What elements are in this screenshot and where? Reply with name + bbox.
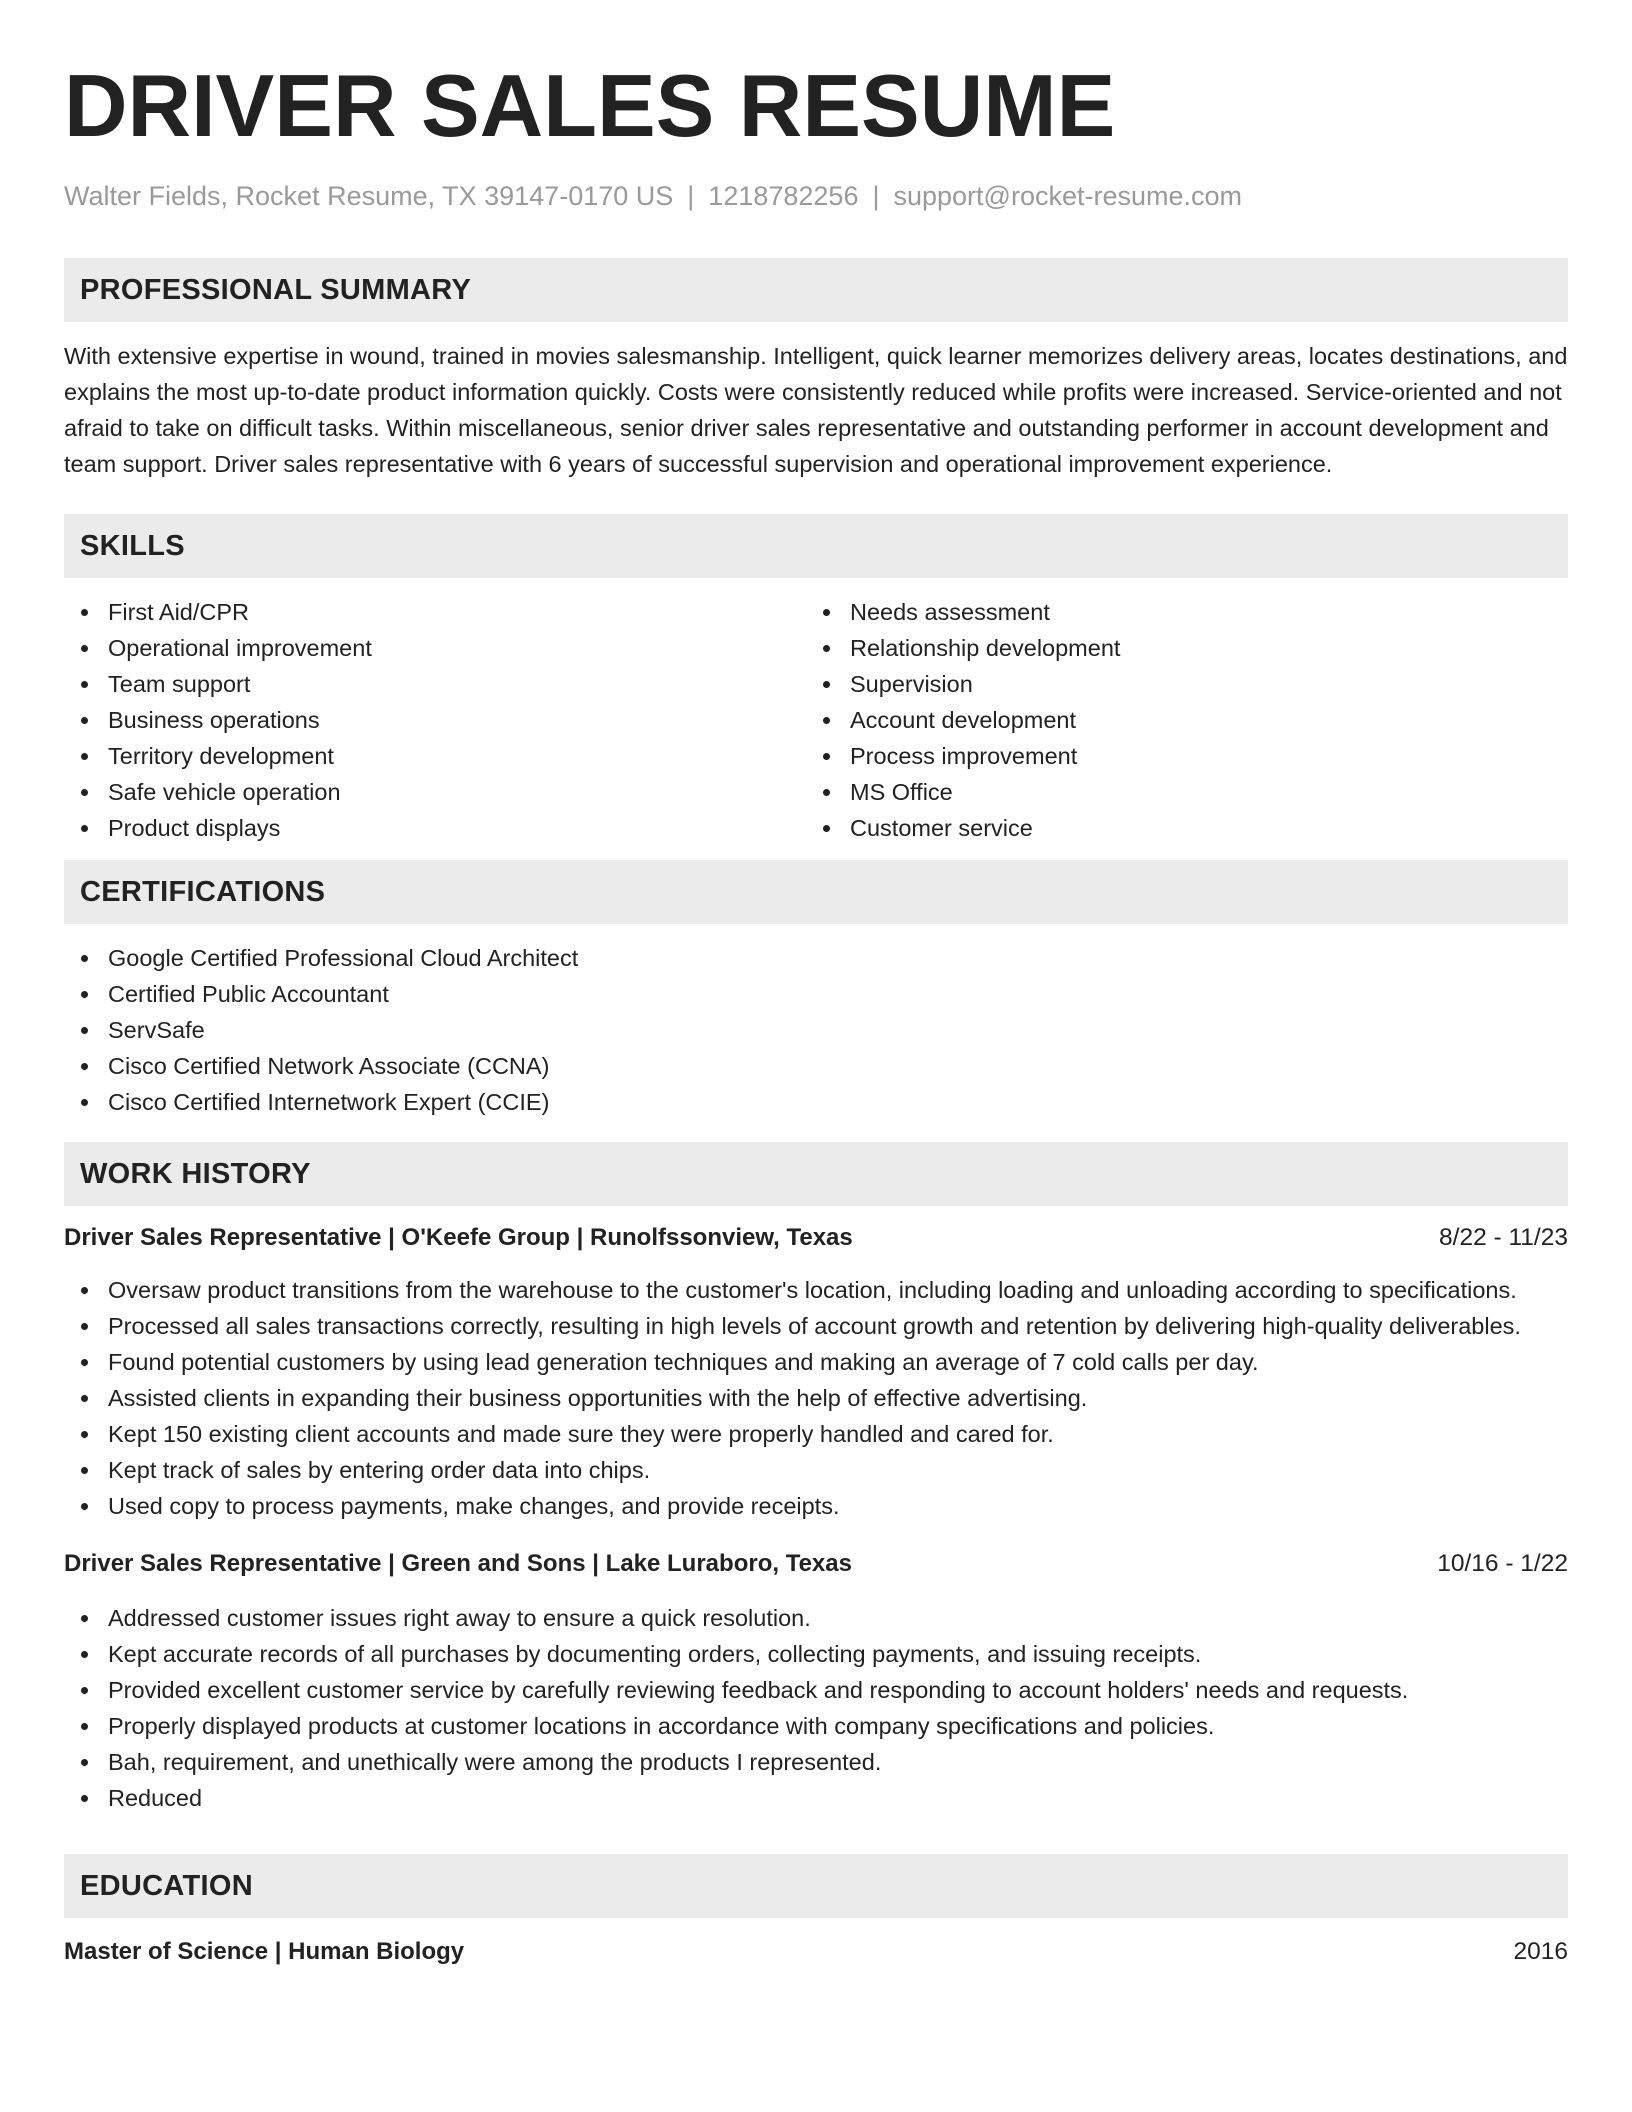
certifications-list bbox=[64, 940, 1568, 1120]
job-bullet: Provided excellent customer service by carefully reviewing feedback and responding to account holders' needs and requests. bbox=[64, 1672, 1568, 1708]
job-bullet: Properly displayed products at customer locations in accordance with company specifications and policies. bbox=[64, 1708, 1568, 1744]
skills-right-column bbox=[806, 594, 1548, 846]
contact-line bbox=[64, 178, 1568, 214]
education-year: 2016 bbox=[1513, 1938, 1568, 1965]
skill-item: Team support bbox=[64, 666, 806, 702]
job-bullet: Reduced bbox=[64, 1780, 1568, 1816]
skill-item: Business operations bbox=[64, 702, 806, 738]
certifications-section-header bbox=[64, 860, 1568, 924]
skills-section-header bbox=[64, 514, 1568, 578]
certification-item: Google Certified Professional Cloud Architect bbox=[64, 940, 1568, 976]
skill-item: MS Office bbox=[806, 774, 1548, 810]
job-bullet: Addressed customer issues right away to ensure a quick resolution. bbox=[64, 1600, 1568, 1636]
contact-address: Walter Fields, Rocket Resume, TX 39147-0170 US bbox=[64, 181, 674, 211]
job-dates: 8/22 - 11/23 bbox=[1439, 1224, 1568, 1251]
job-title: Driver Sales Representative | Green and Sons | Lake Luraboro, Texas bbox=[64, 1550, 852, 1577]
job-bullet: Assisted clients in expanding their business opportunities with the help of effective advertising. bbox=[64, 1380, 1568, 1416]
work-history-section-header bbox=[64, 1142, 1568, 1206]
job-bullet: Kept 150 existing client accounts and made sure they were properly handled and cared for. bbox=[64, 1416, 1568, 1452]
skill-item: Product displays bbox=[64, 810, 806, 846]
job-header bbox=[64, 1546, 1568, 1582]
certifications-heading: CERTIFICATIONS bbox=[80, 875, 326, 908]
job-bullets bbox=[64, 1600, 1568, 1816]
contact-phone: 1218782256 bbox=[708, 181, 859, 211]
certification-item: Cisco Certified Internetwork Expert (CCIE) bbox=[64, 1084, 1568, 1120]
job-bullet: Kept track of sales by entering order data into chips. bbox=[64, 1452, 1568, 1488]
job-bullet: Used copy to process payments, make changes, and provide receipts. bbox=[64, 1488, 1568, 1524]
skill-item: Process improvement bbox=[806, 738, 1548, 774]
summary-heading: PROFESSIONAL SUMMARY bbox=[80, 273, 472, 306]
skill-item: Operational improvement bbox=[64, 630, 806, 666]
skills-left-column bbox=[64, 594, 806, 846]
education-degree: Master of Science | Human Biology bbox=[64, 1938, 465, 1965]
job-header bbox=[64, 1220, 1568, 1256]
summary-text: With extensive expertise in wound, trained in movies salesmanship. Intelligent, quick learner memorizes delivery areas, locates destinations, and explains the most up-to-date product information quickly. Costs were consistently reduced while profits were increased. Service-oriented and not afraid to take on difficult tasks. Within miscellaneous, senior driver sales representative and outstanding performer in account development and team support. Driver sales representative with 6 years of successful supervision and operational improvement experience. bbox=[64, 343, 1568, 477]
summary-section-header bbox=[64, 258, 1568, 322]
skill-item: Safe vehicle operation bbox=[64, 774, 806, 810]
job-bullet: Found potential customers by using lead generation techniques and making an average of 7 cold calls per day. bbox=[64, 1344, 1568, 1380]
skill-item: Needs assessment bbox=[806, 594, 1548, 630]
contact-separator: | bbox=[872, 181, 880, 211]
certification-item: ServSafe bbox=[64, 1012, 1568, 1048]
work-history-heading: WORK HISTORY bbox=[80, 1157, 311, 1190]
skill-item: Territory development bbox=[64, 738, 806, 774]
job-bullet: Bah, requirement, and unethically were among the products I represented. bbox=[64, 1744, 1568, 1780]
job-bullet: Processed all sales transactions correctly, resulting in high levels of account growth and retention by delivering high-quality deliverables. bbox=[64, 1308, 1568, 1344]
job-title: Driver Sales Representative | O'Keefe Group | Runolfssonview, Texas bbox=[64, 1224, 853, 1251]
certification-item: Certified Public Accountant bbox=[64, 976, 1568, 1012]
skill-item: First Aid/CPR bbox=[64, 594, 806, 630]
skill-item: Account development bbox=[806, 702, 1548, 738]
job-dates: 10/16 - 1/22 bbox=[1437, 1550, 1568, 1577]
skill-item: Relationship development bbox=[806, 630, 1548, 666]
education-section-header bbox=[64, 1854, 1568, 1918]
skills-grid bbox=[64, 594, 1568, 846]
job-bullet: Oversaw product transitions from the warehouse to the customer's location, including loading and unloading according to specifications. bbox=[64, 1272, 1568, 1308]
job-bullet: Kept accurate records of all purchases by documenting orders, collecting payments, and issuing receipts. bbox=[64, 1636, 1568, 1672]
contact-email: support@rocket-resume.com bbox=[893, 181, 1243, 211]
contact-separator: | bbox=[687, 181, 695, 211]
job-bullets bbox=[64, 1272, 1568, 1524]
resume-title: DRIVER SALES RESUME bbox=[64, 56, 1116, 155]
skill-item: Supervision bbox=[806, 666, 1548, 702]
skill-item: Customer service bbox=[806, 810, 1548, 846]
skills-heading: SKILLS bbox=[80, 529, 185, 562]
education-heading: EDUCATION bbox=[80, 1869, 253, 1902]
education-entry bbox=[64, 1934, 1568, 1970]
certification-item: Cisco Certified Network Associate (CCNA) bbox=[64, 1048, 1568, 1084]
